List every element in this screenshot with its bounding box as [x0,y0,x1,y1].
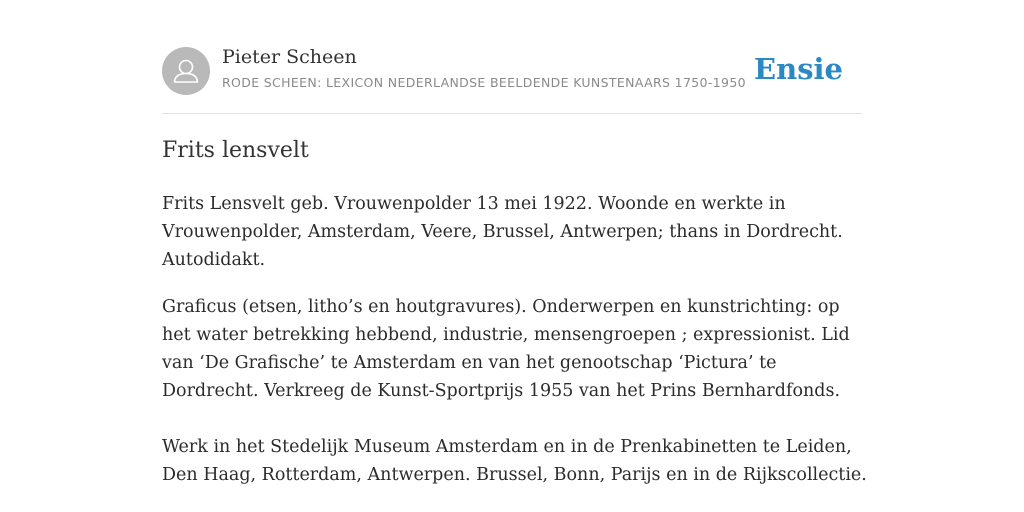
user-silhouette-icon [162,47,210,95]
article-paragraph: Frits Lensvelt geb. Vrouwenpolder 13 mei 1922. Woonde en werkte in Vrouwenpolder, Amsterdam, Veere, Brussel, Antwerpen; thans in Dordrecht. Autodidakt. [162,194,843,270]
article-paragraph: Graficus (etsen, litho’s en houtgravures). Onderwerpen en kunstrichting: op het water betrekking hebbend, industrie, mensengroepen ; expressionist. Lid van ‘De Grafische’ te Amsterdam en van het genootschap ‘Pictura’ te Dordrecht. Verkreeg de Kunst-Sportprijs 1955 van het Prins Bernhardfonds. [162,297,850,401]
author-avatar[interactable] [162,47,210,95]
article-page [162,0,867,485]
article-paragraph: Werk in het Stedelijk Museum Amsterdam en in de Prenkabinetten te Leiden, Den Haag, Rotterdam, Antwerpen. Brussel, Bonn, Parijs en in de Rijkscollectie. [162,437,867,485]
brand-logo[interactable]: Ensie [754,52,843,86]
source-publication[interactable]: RODE SCHEEN: LEXICON NEDERLANDSE BEELDENDE KUNSTENAARS 1750-1950 [222,75,746,90]
article-title: Frits lensvelt [162,138,309,163]
author-name[interactable]: Pieter Scheen [222,46,357,68]
article-header [162,0,862,114]
